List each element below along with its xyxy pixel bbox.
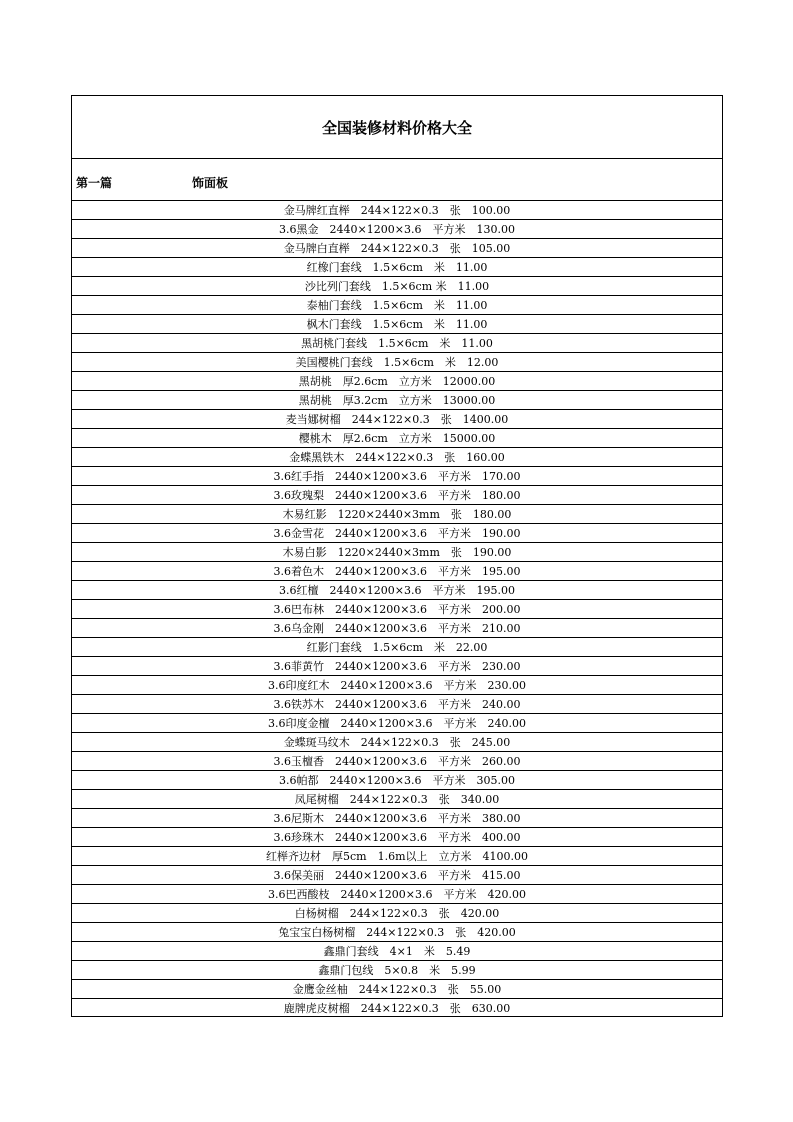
price-row: 黑胡桃 厚2.6cm 立方米 12000.00 xyxy=(72,372,722,391)
price-row: 美国樱桃门套线 1.5×6cm 米 12.00 xyxy=(72,353,722,372)
price-row: 黑胡桃门套线 1.5×6cm 米 11.00 xyxy=(72,334,722,353)
price-row: 樱桃木 厚2.6cm 立方米 15000.00 xyxy=(72,429,722,448)
price-row: 凤尾树榴 244×122×0.3 张 340.00 xyxy=(72,790,722,809)
price-row: 鹿牌虎皮树榴 244×122×0.3 张 630.00 xyxy=(283,1002,511,1015)
price-list xyxy=(72,201,722,1018)
price-row: 3.6巴西酸枝 2440×1200×3.6 平方米 420.00 xyxy=(72,885,722,904)
title-row xyxy=(72,96,722,159)
page-title: 全国装修材料价格大全 xyxy=(321,118,472,137)
price-row: 3.6巴布林 2440×1200×3.6 平方米 200.00 xyxy=(72,600,722,619)
price-row: 3.6金雪花 2440×1200×3.6 平方米 190.00 xyxy=(72,524,722,543)
price-row: 木易白影 1220×2440×3mm 张 190.00 xyxy=(72,543,722,562)
price-row: 3.6帕都 2440×1200×3.6 平方米 305.00 xyxy=(72,771,722,790)
price-row: 白杨树榴 244×122×0.3 张 420.00 xyxy=(72,904,722,923)
price-row: 3.6红檀 2440×1200×3.6 平方米 195.00 xyxy=(72,581,722,600)
price-row: 3.6乌金刚 2440×1200×3.6 平方米 210.00 xyxy=(72,619,722,638)
price-row: 3.6玉檀香 2440×1200×3.6 平方米 260.00 xyxy=(72,752,722,771)
price-row: 金马牌红直榉 244×122×0.3 张 100.00 xyxy=(72,201,722,220)
price-row: 3.6珍珠木 2440×1200×3.6 平方米 400.00 xyxy=(72,828,722,847)
price-row: 金马牌白直榉 244×122×0.3 张 105.00 xyxy=(72,239,722,258)
price-row: 红影门套线 1.5×6cm 米 22.00 xyxy=(72,638,722,657)
price-row: 金蝶黑铁木 244×122×0.3 张 160.00 xyxy=(72,448,722,467)
price-row: 3.6尼斯木 2440×1200×3.6 平方米 380.00 xyxy=(72,809,722,828)
price-sheet xyxy=(71,95,723,1017)
section-number: 第一篇 xyxy=(76,176,113,190)
price-row: 3.6红手指 2440×1200×3.6 平方米 170.00 xyxy=(72,467,722,486)
price-row: 3.6印度红木 2440×1200×3.6 平方米 230.00 xyxy=(72,676,722,695)
section-header xyxy=(72,159,722,201)
price-row: 3.6菲黄竹 2440×1200×3.6 平方米 230.00 xyxy=(72,657,722,676)
price-row: 3.6玫瑰梨 2440×1200×3.6 平方米 180.00 xyxy=(72,486,722,505)
price-row: 鑫鼎门包线 5×0.8 米 5.99 xyxy=(72,961,722,980)
price-row: 鑫鼎门套线 4×1 米 5.49 xyxy=(72,942,722,961)
price-row: 3.6保美丽 2440×1200×3.6 平方米 415.00 xyxy=(72,866,722,885)
price-row: 金鹰金丝柚 244×122×0.3 张 55.00 xyxy=(72,980,722,999)
price-row: 枫木门套线 1.5×6cm 米 11.00 xyxy=(72,315,722,334)
price-row: 3.6铁苏木 2440×1200×3.6 平方米 240.00 xyxy=(72,695,722,714)
price-row: 红榉齐边材 厚5cm 1.6m以上 立方米 4100.00 xyxy=(72,847,722,866)
price-row: 红橡门套线 1.5×6cm 米 11.00 xyxy=(72,258,722,277)
price-row: 木易红影 1220×2440×3mm 张 180.00 xyxy=(72,505,722,524)
price-row: 黑胡桃 厚3.2cm 立方米 13000.00 xyxy=(72,391,722,410)
price-row: 3.6黑金 2440×1200×3.6 平方米 130.00 xyxy=(72,220,722,239)
price-row: 沙比列门套线 1.5×6cm 米 11.00 xyxy=(72,277,722,296)
price-row: 兔宝宝白杨树榴 244×122×0.3 张 420.00 xyxy=(72,923,722,942)
price-row: 3.6印度金檀 2440×1200×3.6 平方米 240.00 xyxy=(72,714,722,733)
price-row: 泰柚门套线 1.5×6cm 米 11.00 xyxy=(72,296,722,315)
price-row: 麦当娜树榴 244×122×0.3 张 1400.00 xyxy=(72,410,722,429)
price-row: 金蝶斑马纹木 244×122×0.3 张 245.00 xyxy=(72,733,722,752)
section-name: 饰面板 xyxy=(192,176,229,190)
price-row: 3.6着色木 2440×1200×3.6 平方米 195.00 xyxy=(72,562,722,581)
